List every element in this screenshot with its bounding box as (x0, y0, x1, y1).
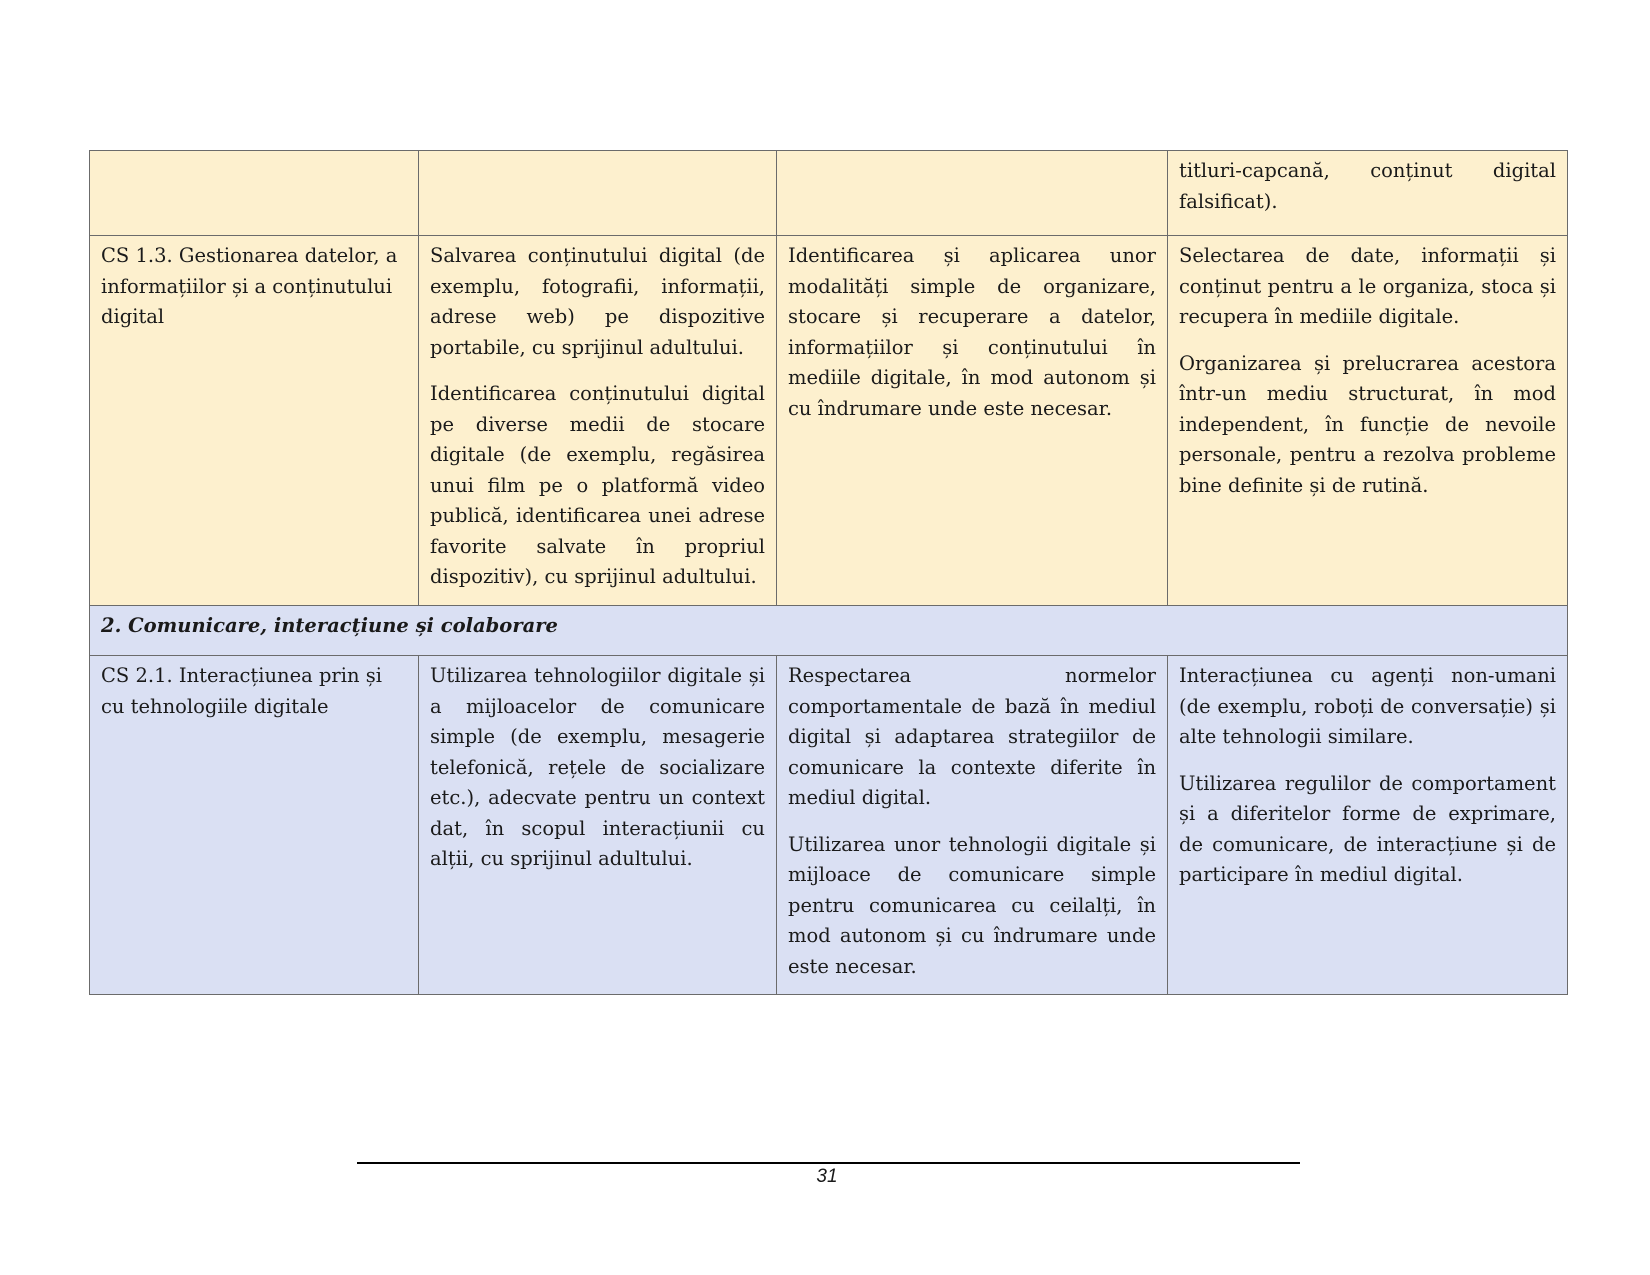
cell-paragraph: Organizarea și prelucrarea acestora într-un mediu structurat, în mod independent, în funcție de nevoile personale, pentru a rezolva probleme bine definite și de rutină. (1179, 351, 1556, 497)
table-row-cs-1-3 (90, 236, 1568, 606)
cell-paragraph: Utilizarea regulilor de comportament și a diferitelor forme de exprimare, de comunicare, de interacțiune și de participare în mediul digital. (1179, 771, 1556, 886)
cell-empty-col2 (419, 151, 777, 236)
competency-table (89, 150, 1568, 995)
cell-specific-competence (90, 236, 419, 606)
table-row-cs-2-1 (90, 656, 1568, 995)
cell-paragraph: Salvarea conținutului digital (de exemplu, fotografii, informații, adrese web) pe dispozitive portabile, cu sprijinul adultului. (430, 244, 765, 359)
cell-paragraph: Identificarea și aplicarea unor modalități simple de organizare, stocare și recuperare a datelor, informațiilor și conținutului în mediile digitale, în mod autonom și cu îndrumare unde este necesar. (788, 244, 1156, 420)
section-heading: 2. Comunicare, interacțiune și colaborare (90, 605, 1568, 656)
cell-paragraph: Respectarea normelor comportamentale de bază în mediul digital și adaptarea strategiilor de comunicare la contexte diferite în mediul digital. (788, 664, 1156, 809)
cell-specific-competence (90, 656, 419, 995)
cell-paragraph: Utilizarea unor tehnologii digitale și mijloace de comunicare simple pentru comunicarea cu ceilalți, în mod autonom și cu îndrumare unde este necesar. (788, 832, 1156, 978)
cell-level-3 (1168, 656, 1568, 995)
cell-level-2 (777, 236, 1168, 606)
cell-paragraph: Interacțiunea cu agenți non-umani (de exemplu, roboți de conversație) și alte tehnologii similare. (1179, 664, 1556, 748)
cell-paragraph: Selectarea de date, informații și conținut pentru a le organiza, stoca și recupera în mediile digitale. (1179, 244, 1556, 328)
competence-title: CS 2.1. Interacțiunea prin și cu tehnologiile digitale (101, 664, 382, 718)
table-row-section-2 (90, 605, 1568, 656)
cell-continuation-col4 (1168, 151, 1568, 236)
cell-empty-col1 (90, 151, 419, 236)
page-number: 31 (816, 1166, 838, 1187)
cell-paragraph: titluri-capcană, conținut digital falsificat). (1179, 159, 1556, 213)
cell-paragraph: Identificarea conținutului digital pe diverse medii de stocare digitale (de exemplu, regăsirea unui film pe o platformă video publică, identificarea unei adrese favorite salvate în propriul dispozitiv), cu sprijinul adultului. (430, 382, 765, 588)
cell-paragraph: Utilizarea tehnologiilor digitale și a mijloacelor de comunicare simple (de exemplu, mesagerie telefonică, rețele de socializare etc.), adecvate pentru un context dat, în scopul interacțiunii cu alții, cu sprijinul adultului. (430, 664, 765, 870)
cell-empty-col3 (777, 151, 1168, 236)
cell-level-1 (419, 656, 777, 995)
cell-level-1 (419, 236, 777, 606)
competence-title: CS 1.3. Gestionarea datelor, a informațiilor și a conținutului digital (101, 244, 398, 328)
cell-level-3 (1168, 236, 1568, 606)
cell-level-2 (777, 656, 1168, 995)
table-row-continuation (90, 151, 1568, 236)
